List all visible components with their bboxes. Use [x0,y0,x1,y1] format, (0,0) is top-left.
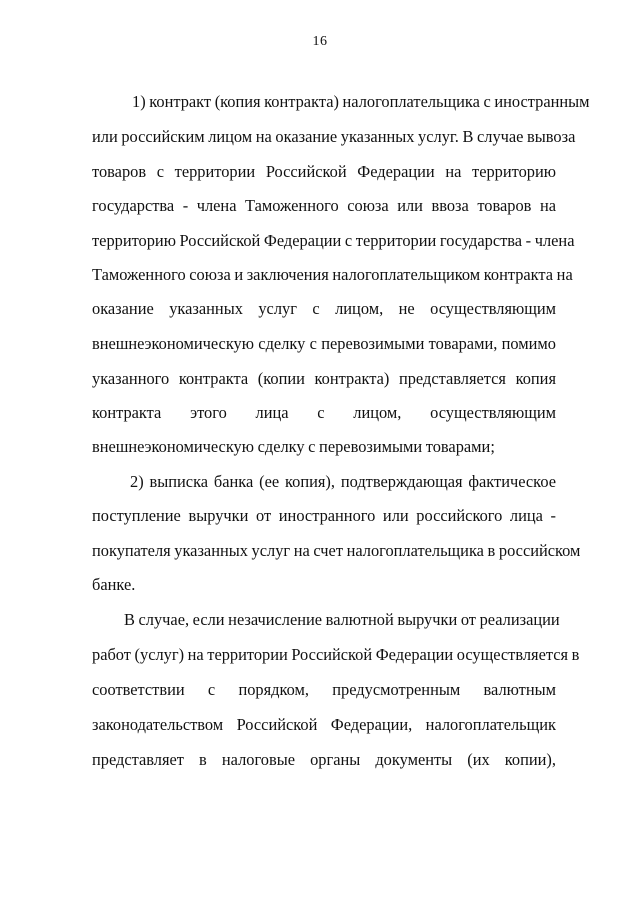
paragraph-3-line-4: законодательством Российской Федерации, налогоплательщик [92,715,556,734]
paragraph-3-line-3: соответствии с порядком, предусмотренным валютным [92,680,556,699]
paragraph-1-line-2: или российским лицом на оказание указанных услуг. В случае вывоза [92,127,576,146]
paragraph-1-line-1: 1) контракт (копия контракта) налогоплательщика с иностранным [132,92,590,111]
paragraph-1-line-3: товаров с территории Российской Федерации на территорию [92,162,556,181]
paragraph-1-line-5: территорию Российской Федерации с территории государства - члена [92,231,575,250]
paragraph-2-line-1: 2) выписка банка (ее копия), подтверждающая фактическое [130,472,556,491]
paragraph-1-line-8: внешнеэкономическую сделку с перевозимыми товарами, помимо [92,334,556,353]
paragraph-2-line-3: покупателя указанных услуг на счет налогоплательщика в российском [92,541,581,560]
paragraph-1-line-10: контракта этого лица с лицом, осуществляющим [92,403,556,422]
page-number: 16 [312,34,328,49]
paragraph-2-line-4: банке. [92,575,136,594]
paragraph-1-line-9: указанного контракта (копии контракта) представляется копия [92,369,556,388]
paragraph-1-line-6: Таможенного союза и заключения налогоплательщиком контракта на [92,265,573,284]
paragraph-3-line-5: представляет в налоговые органы документы (их копии), [92,750,556,769]
paragraph-1-line-11: внешнеэкономическую сделку с перевозимыми товарами; [92,437,495,456]
paragraph-3-line-1: В случае, если незачисление валютной выручки от реализации [124,610,560,629]
paragraph-1-line-4: государства - члена Таможенного союза или ввоза товаров на [92,196,556,215]
paragraph-3-line-2: работ (услуг) на территории Российской Федерации осуществляется в [92,645,580,664]
paragraph-1-line-7: оказание указанных услуг с лицом, не осуществляющим [92,299,556,318]
paragraph-2-line-2: поступление выручки от иностранного или российского лица - [92,506,556,525]
